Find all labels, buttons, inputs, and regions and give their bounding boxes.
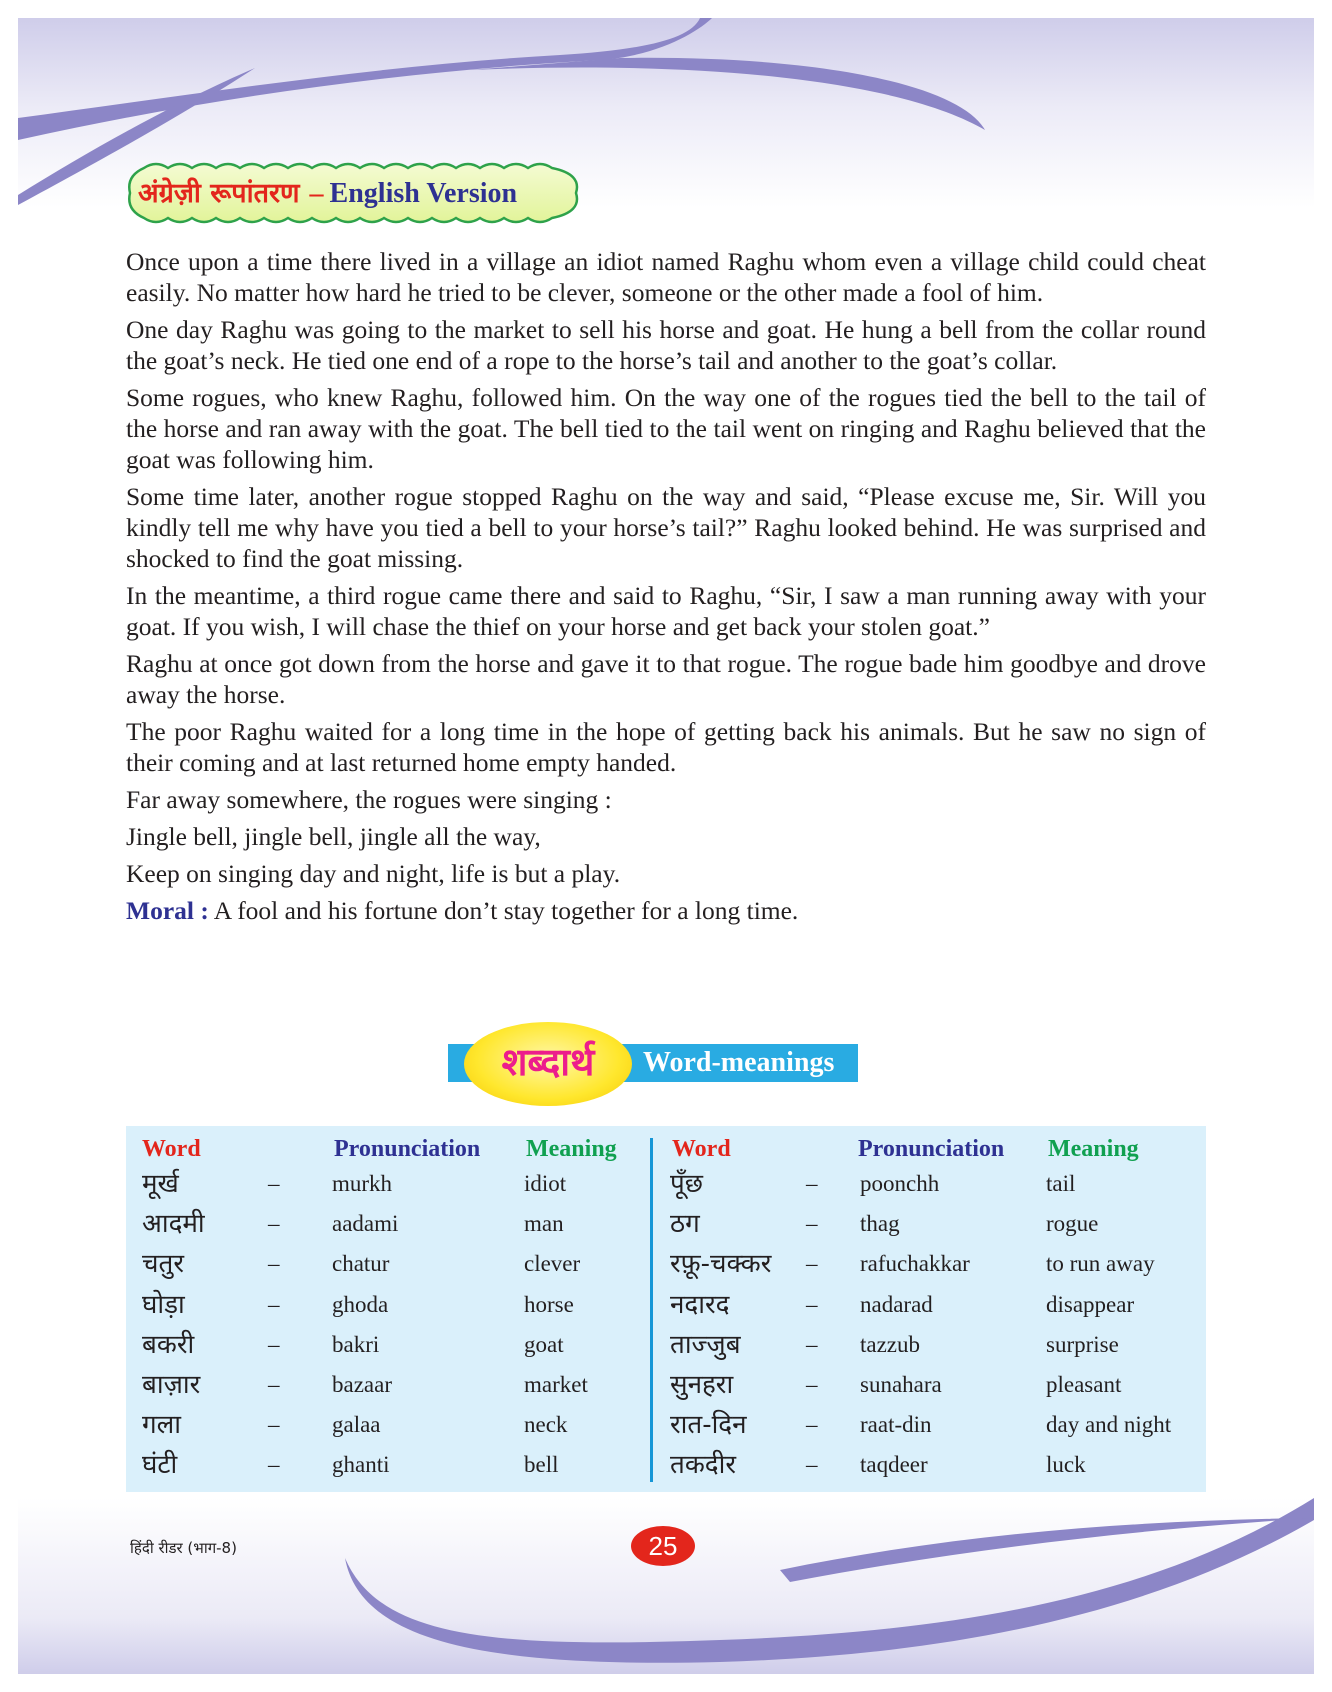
header-meaning-left: Meaning: [526, 1136, 617, 1162]
header-word-right: Word: [672, 1136, 731, 1162]
section-heading-english: English Version: [329, 178, 518, 209]
story-paragraph: In the meantime, a third rogue came there and said to Raghu, “Sir, I saw a man running away with your goat. If you wish, I will chase the thief on your horse and get back your stolen goat.”: [126, 581, 1206, 641]
vocab-dash: –: [268, 1251, 280, 1277]
vocab-pronunciation: aadami: [332, 1211, 399, 1237]
vocab-word: चतुर: [142, 1249, 184, 1280]
vocab-pronunciation: ghoda: [332, 1291, 389, 1317]
vocab-dash: –: [806, 1412, 818, 1438]
vocab-word: ठग: [670, 1209, 700, 1240]
vocab-pronunciation: sunahara: [860, 1372, 942, 1397]
vocab-pronunciation: chatur: [332, 1251, 390, 1277]
vocab-pronunciation: ghanti: [332, 1452, 390, 1478]
story-paragraph: Some time later, another rogue stopped Raghu on the way and said, “Please excuse me, Sir. Will you kindly tell me why have you tied a bell to your horse’s tail?” Raghu looked behind. He was surprised and shocked to find the goat missing.: [126, 482, 1206, 573]
vocab-word: नदारद: [670, 1289, 730, 1320]
vocab-word: रात-दिन: [670, 1410, 747, 1441]
vocab-pronunciation: bazaar: [332, 1372, 392, 1397]
book-title: हिंदी रीडर (भाग-8): [130, 1539, 237, 1557]
vocab-word: घंटी: [142, 1450, 178, 1481]
vocab-meaning: disappear: [1046, 1291, 1135, 1317]
vocab-word: गला: [142, 1410, 182, 1441]
word-meanings-hindi: शब्दार्थ: [501, 1040, 595, 1084]
moral-text: A fool and his fortune don’t stay together for a long time.: [208, 896, 799, 925]
story-song-line: Keep on singing day and night, life is but a play.: [126, 859, 621, 888]
vocab-meaning: clever: [524, 1251, 581, 1277]
vocabulary-table: [126, 1126, 1206, 1492]
moral-label: Moral :: [126, 896, 209, 925]
story-paragraph: One day Raghu was going to the market to sell his horse and goat. He hung a bell from the collar round the goat’s neck. He tied one end of a rope to the horse’s tail and another to the goat’s collar.: [126, 315, 1206, 375]
vocab-meaning: idiot: [524, 1171, 567, 1196]
top-swoosh: [18, 18, 712, 140]
vocab-dash: –: [806, 1171, 818, 1196]
vocab-dash: –: [268, 1291, 280, 1317]
vocab-word: आदमी: [142, 1209, 205, 1240]
vocab-meaning: bell: [524, 1452, 559, 1478]
vocab-pronunciation: bakri: [332, 1331, 380, 1357]
page-number: 25: [631, 1526, 695, 1566]
story-paragraph: The poor Raghu waited for a long time in the hope of getting back his animals. But he saw no sign of their coming and at last returned home empty handed.: [126, 717, 1206, 777]
header-pronunciation-left: Pronunciation: [334, 1136, 481, 1162]
vocab-dash: –: [268, 1211, 280, 1237]
vocab-pronunciation: rafuchakkar: [860, 1251, 970, 1277]
vocab-dash: –: [268, 1331, 280, 1357]
vocab-dash: –: [268, 1452, 280, 1478]
section-heading: [138, 172, 517, 216]
vocab-pronunciation: nadarad: [860, 1291, 933, 1317]
vocab-word: सुनहरा: [670, 1370, 734, 1400]
vocab-pronunciation: poonchh: [860, 1171, 940, 1196]
story-song-line: Jingle bell, jingle bell, jingle all the way,: [126, 822, 541, 851]
vocab-meaning: neck: [524, 1412, 568, 1438]
story-paragraph: Some rogues, who knew Raghu, followed him. On the way one of the rogues tied the bell to the tail of the horse and ran away with the goat. The bell tied to the tail went on ringing and Raghu believed that the goat was following him.: [126, 383, 1206, 474]
top-swoosh-tail: [470, 58, 985, 130]
vocab-dash: –: [806, 1251, 818, 1277]
vocab-meaning: rogue: [1046, 1211, 1099, 1237]
header-word-left: Word: [142, 1136, 201, 1162]
vocab-word: बाज़ार: [142, 1370, 201, 1400]
vocab-word: बकरी: [142, 1329, 195, 1360]
section-heading-hindi: अंग्रेज़ी रूपांतरण: [138, 178, 300, 209]
vocab-meaning: day and night: [1046, 1412, 1172, 1438]
story-paragraph: Once upon a time there lived in a village an idiot named Raghu whom even a village child could cheat easily. No matter how hard he tried to be clever, someone or the other made a fool of him.: [126, 247, 1206, 307]
vocab-dash: –: [806, 1331, 818, 1357]
vocab-word: घोड़ा: [142, 1289, 185, 1320]
header-meaning-right: Meaning: [1048, 1136, 1139, 1162]
vocab-pronunciation: galaa: [332, 1412, 381, 1438]
vocab-meaning: luck: [1046, 1452, 1086, 1478]
vocab-meaning: surprise: [1046, 1331, 1119, 1357]
section-heading-dash: –: [309, 178, 324, 209]
word-meanings-english: Word-meanings: [643, 1047, 835, 1078]
vocab-meaning: to run away: [1046, 1251, 1155, 1277]
vocab-meaning: pleasant: [1046, 1372, 1122, 1397]
vocab-meaning: market: [524, 1372, 588, 1397]
story-paragraph: Raghu at once got down from the horse and gave it to that rogue. The rogue bade him goodbye and drove away the horse.: [126, 649, 1206, 709]
moral: [126, 895, 1206, 926]
vocab-word: रफ़ू-चक्कर: [670, 1249, 772, 1280]
vocab-meaning: tail: [1046, 1171, 1076, 1196]
vocab-pronunciation: raat-din: [860, 1412, 932, 1438]
vocab-word: मूर्ख: [142, 1169, 179, 1199]
vocab-meaning: goat: [524, 1331, 564, 1357]
vocab-meaning: man: [524, 1211, 564, 1237]
vocab-dash: –: [806, 1372, 818, 1397]
vocab-word: ताज्जुब: [670, 1329, 741, 1360]
story-text: [126, 246, 1206, 932]
vocab-word: तकदीर: [670, 1450, 736, 1481]
vocab-dash: –: [806, 1452, 818, 1478]
vocab-dash: –: [268, 1171, 280, 1196]
vocab-dash: –: [268, 1412, 280, 1438]
vocab-pronunciation: murkh: [332, 1171, 393, 1196]
story-song-intro: Far away somewhere, the rogues were singing :: [126, 785, 612, 814]
vocab-pronunciation: taqdeer: [860, 1452, 928, 1478]
column-divider: [650, 1138, 653, 1482]
vocab-word: पूँछ: [670, 1169, 703, 1199]
vocab-meaning: horse: [524, 1291, 574, 1317]
header-pronunciation-right: Pronunciation: [858, 1136, 1005, 1162]
vocab-dash: –: [268, 1372, 280, 1397]
vocab-pronunciation: thag: [860, 1211, 900, 1237]
vocab-pronunciation: tazzub: [860, 1331, 921, 1357]
vocab-dash: –: [806, 1291, 818, 1317]
vocab-dash: –: [806, 1211, 818, 1237]
